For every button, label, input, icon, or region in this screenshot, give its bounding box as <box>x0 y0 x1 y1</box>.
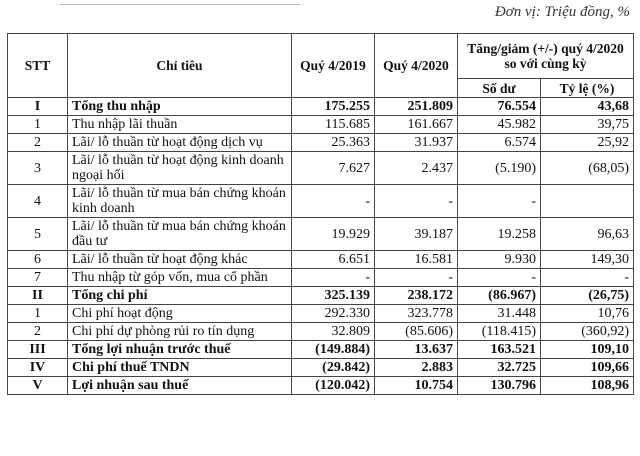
row-label: Lãi/ lỗ thuần từ mua bán chứng khoán đầu tư <box>68 218 292 251</box>
row-q4-2019: - <box>292 185 375 218</box>
row-q4-2019: (149.884) <box>292 341 375 359</box>
row-stt: 1 <box>8 305 68 323</box>
row-stt: III <box>8 341 68 359</box>
table-row <box>8 251 634 269</box>
row-stt: 7 <box>8 269 68 287</box>
row-stt: 4 <box>8 185 68 218</box>
header-so-du: Số dư <box>458 79 541 98</box>
table-row <box>8 98 634 116</box>
row-so-du: (86.967) <box>458 287 541 305</box>
row-q4-2019: 6.651 <box>292 251 375 269</box>
table-body <box>8 98 634 395</box>
table-row <box>8 218 634 251</box>
row-stt: 2 <box>8 323 68 341</box>
table-row <box>8 269 634 287</box>
row-q4-2020: 39.187 <box>375 218 458 251</box>
table-row <box>8 323 634 341</box>
header-change: Tăng/giảm (+/-) quý 4/2020 so với cùng kỳ <box>458 34 634 79</box>
header-q4-2020: Quý 4/2020 <box>375 34 458 98</box>
row-ty-le: 10,76 <box>541 305 634 323</box>
row-label: Chi phí hoạt động <box>68 305 292 323</box>
row-so-du: (5.190) <box>458 152 541 185</box>
row-ty-le: 39,75 <box>541 116 634 134</box>
row-stt: 6 <box>8 251 68 269</box>
row-stt: 1 <box>8 116 68 134</box>
row-so-du: 32.725 <box>458 359 541 377</box>
row-ty-le: (26,75) <box>541 287 634 305</box>
row-q4-2020: 31.937 <box>375 134 458 152</box>
table-row <box>8 287 634 305</box>
row-so-du: - <box>458 185 541 218</box>
row-q4-2020: 323.778 <box>375 305 458 323</box>
row-q4-2019: 115.685 <box>292 116 375 134</box>
row-q4-2019: 7.627 <box>292 152 375 185</box>
row-stt: I <box>8 98 68 116</box>
row-q4-2020: 13.637 <box>375 341 458 359</box>
row-ty-le: 25,92 <box>541 134 634 152</box>
row-q4-2019: 175.255 <box>292 98 375 116</box>
row-label: Tổng lợi nhuận trước thuế <box>68 341 292 359</box>
row-stt: 2 <box>8 134 68 152</box>
financial-table <box>7 33 634 395</box>
row-label: Lãi/ lỗ thuần từ hoạt động kinh doanh ngoại hối <box>68 152 292 185</box>
unit-note: Đơn vị: Triệu đồng, % <box>494 4 630 20</box>
row-so-du: - <box>458 269 541 287</box>
table-row <box>8 134 634 152</box>
row-label: Chi phí dự phòng rủi ro tín dụng <box>68 323 292 341</box>
row-q4-2020: (85.606) <box>375 323 458 341</box>
table-row <box>8 185 634 218</box>
row-label: Lãi/ lỗ thuần từ mua bán chứng khoán kinh doanh <box>68 185 292 218</box>
table-row <box>8 341 634 359</box>
row-q4-2020: - <box>375 269 458 287</box>
row-q4-2020: - <box>375 185 458 218</box>
row-ty-le: (68,05) <box>541 152 634 185</box>
header-ty-le: Tỷ lệ (%) <box>541 79 634 98</box>
header-chi-tieu: Chỉ tiêu <box>68 34 292 98</box>
row-so-du: 19.258 <box>458 218 541 251</box>
row-stt: V <box>8 377 68 395</box>
row-q4-2020: 2.437 <box>375 152 458 185</box>
row-ty-le: 43,68 <box>541 98 634 116</box>
row-ty-le: 149,30 <box>541 251 634 269</box>
row-ty-le: - <box>541 269 634 287</box>
row-stt: II <box>8 287 68 305</box>
cropped-top-line <box>60 0 300 5</box>
row-ty-le: 109,10 <box>541 341 634 359</box>
row-label: Thu nhập từ góp vốn, mua cổ phần <box>68 269 292 287</box>
row-q4-2019: 19.929 <box>292 218 375 251</box>
row-ty-le: 108,96 <box>541 377 634 395</box>
row-q4-2019: 25.363 <box>292 134 375 152</box>
row-ty-le <box>541 185 634 218</box>
row-q4-2019: - <box>292 269 375 287</box>
header-stt: STT <box>8 34 68 98</box>
row-stt: 3 <box>8 152 68 185</box>
row-so-du: 130.796 <box>458 377 541 395</box>
row-ty-le: 109,66 <box>541 359 634 377</box>
table-row <box>8 305 634 323</box>
row-stt: 5 <box>8 218 68 251</box>
row-ty-le: 96,63 <box>541 218 634 251</box>
row-so-du: 163.521 <box>458 341 541 359</box>
row-so-du: (118.415) <box>458 323 541 341</box>
row-q4-2020: 16.581 <box>375 251 458 269</box>
row-label: Lãi/ lỗ thuần từ hoạt động dịch vụ <box>68 134 292 152</box>
row-q4-2019: 32.809 <box>292 323 375 341</box>
row-label: Lãi/ lỗ thuần từ hoạt động khác <box>68 251 292 269</box>
row-q4-2019: 325.139 <box>292 287 375 305</box>
row-q4-2020: 161.667 <box>375 116 458 134</box>
row-q4-2019: 292.330 <box>292 305 375 323</box>
row-stt: IV <box>8 359 68 377</box>
row-ty-le: (360,92) <box>541 323 634 341</box>
table-row <box>8 359 634 377</box>
row-so-du: 76.554 <box>458 98 541 116</box>
row-q4-2019: (29.842) <box>292 359 375 377</box>
row-label: Chi phí thuế TNDN <box>68 359 292 377</box>
row-so-du: 6.574 <box>458 134 541 152</box>
row-so-du: 9.930 <box>458 251 541 269</box>
table-row <box>8 152 634 185</box>
row-q4-2020: 10.754 <box>375 377 458 395</box>
row-so-du: 31.448 <box>458 305 541 323</box>
row-label: Tổng chi phí <box>68 287 292 305</box>
table-row <box>8 377 634 395</box>
row-q4-2020: 251.809 <box>375 98 458 116</box>
row-q4-2020: 238.172 <box>375 287 458 305</box>
row-label: Thu nhập lãi thuần <box>68 116 292 134</box>
row-q4-2020: 2.883 <box>375 359 458 377</box>
row-label: Lợi nhuận sau thuế <box>68 377 292 395</box>
row-label: Tổng thu nhập <box>68 98 292 116</box>
header-q4-2019: Quý 4/2019 <box>292 34 375 98</box>
row-q4-2019: (120.042) <box>292 377 375 395</box>
row-so-du: 45.982 <box>458 116 541 134</box>
table-row <box>8 116 634 134</box>
